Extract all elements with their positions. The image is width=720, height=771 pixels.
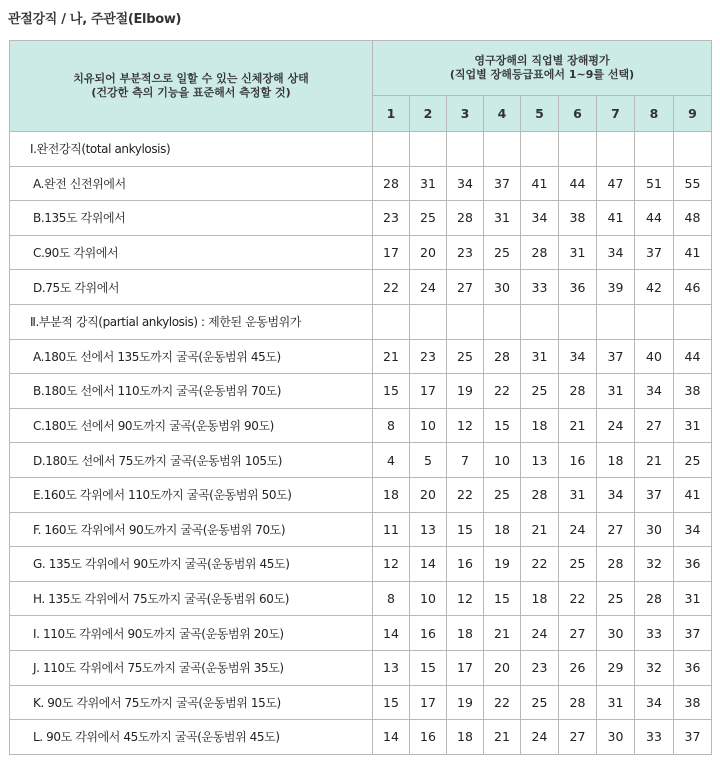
grade-value-cell: 15 bbox=[447, 512, 484, 547]
grade-value-cell: 17 bbox=[410, 685, 447, 720]
grade-value-cell: 33 bbox=[635, 616, 674, 651]
grade-value-cell: 19 bbox=[484, 547, 521, 582]
grade-value-cell bbox=[484, 132, 521, 167]
condition-header-line2: (건강한 측의 기능을 표준해서 측정할 것) bbox=[91, 86, 291, 99]
grade-value-cell: 12 bbox=[447, 581, 484, 616]
grade-value-cell: 10 bbox=[484, 443, 521, 478]
grade-value-cell: 18 bbox=[447, 616, 484, 651]
grade-value-cell: 17 bbox=[373, 235, 410, 270]
grade-col-header: 2 bbox=[410, 96, 447, 132]
grade-value-cell: 46 bbox=[674, 270, 712, 305]
grade-value-cell: 16 bbox=[410, 616, 447, 651]
grade-value-cell: 18 bbox=[484, 512, 521, 547]
grade-value-cell: 13 bbox=[410, 512, 447, 547]
grade-col-header: 3 bbox=[447, 96, 484, 132]
grade-value-cell: 31 bbox=[559, 477, 597, 512]
table-row bbox=[10, 201, 712, 236]
grade-value-cell: 36 bbox=[674, 650, 712, 685]
grade-value-cell bbox=[559, 304, 597, 339]
row-label: C.180도 선에서 90도까지 굴곡(운동범위 90도) bbox=[10, 408, 373, 443]
grade-value-cell: 25 bbox=[484, 235, 521, 270]
grade-col-header: 5 bbox=[521, 96, 559, 132]
grade-value-cell: 21 bbox=[373, 339, 410, 374]
grade-value-cell: 30 bbox=[635, 512, 674, 547]
row-label: H. 135도 각위에서 75도까지 굴곡(운동범위 60도) bbox=[10, 581, 373, 616]
table-row bbox=[10, 685, 712, 720]
grade-col-header: 9 bbox=[674, 96, 712, 132]
grade-value-cell: 20 bbox=[410, 477, 447, 512]
grade-value-cell: 16 bbox=[559, 443, 597, 478]
row-label: F. 160도 각위에서 90도까지 굴곡(운동범위 70도) bbox=[10, 512, 373, 547]
row-label: E.160도 각위에서 110도까지 굴곡(운동범위 50도) bbox=[10, 477, 373, 512]
grade-value-cell: 15 bbox=[410, 650, 447, 685]
grade-value-cell bbox=[521, 132, 559, 167]
grade-value-cell: 23 bbox=[447, 235, 484, 270]
table-row bbox=[10, 132, 712, 167]
grade-value-cell: 55 bbox=[674, 166, 712, 201]
table-row bbox=[10, 581, 712, 616]
grade-col-header: 6 bbox=[559, 96, 597, 132]
grade-value-cell: 47 bbox=[597, 166, 635, 201]
grade-value-cell: 21 bbox=[484, 720, 521, 755]
grade-col-header: 7 bbox=[597, 96, 635, 132]
grade-value-cell: 39 bbox=[597, 270, 635, 305]
grade-value-cell: 12 bbox=[373, 547, 410, 582]
grade-value-cell: 28 bbox=[484, 339, 521, 374]
grade-value-cell: 22 bbox=[521, 547, 559, 582]
grade-value-cell: 41 bbox=[674, 477, 712, 512]
grade-value-cell: 31 bbox=[521, 339, 559, 374]
grade-value-cell: 34 bbox=[674, 512, 712, 547]
grade-value-cell: 37 bbox=[674, 616, 712, 651]
grade-value-cell: 31 bbox=[674, 408, 712, 443]
table-header bbox=[10, 41, 712, 132]
grade-value-cell: 28 bbox=[559, 685, 597, 720]
grade-value-cell: 51 bbox=[635, 166, 674, 201]
grade-value-cell: 17 bbox=[447, 650, 484, 685]
table-row bbox=[10, 650, 712, 685]
grade-value-cell: 41 bbox=[597, 201, 635, 236]
grade-value-cell: 34 bbox=[521, 201, 559, 236]
grade-value-cell: 48 bbox=[674, 201, 712, 236]
grade-value-cell: 17 bbox=[410, 374, 447, 409]
grade-value-cell: 26 bbox=[559, 650, 597, 685]
grade-value-cell: 18 bbox=[521, 408, 559, 443]
row-label: K. 90도 각위에서 75도까지 굴곡(운동범위 15도) bbox=[10, 685, 373, 720]
grade-value-cell: 25 bbox=[484, 477, 521, 512]
grade-header bbox=[373, 41, 712, 96]
grade-value-cell bbox=[410, 304, 447, 339]
grade-value-cell: 22 bbox=[559, 581, 597, 616]
grade-value-cell: 23 bbox=[373, 201, 410, 236]
grade-value-cell: 24 bbox=[559, 512, 597, 547]
grade-value-cell: 7 bbox=[447, 443, 484, 478]
table-row bbox=[10, 235, 712, 270]
grade-value-cell: 8 bbox=[373, 408, 410, 443]
row-label: I. 110도 각위에서 90도까지 굴곡(운동범위 20도) bbox=[10, 616, 373, 651]
grade-value-cell bbox=[410, 132, 447, 167]
grade-value-cell: 22 bbox=[373, 270, 410, 305]
grade-value-cell: 28 bbox=[635, 581, 674, 616]
grade-col-header: 8 bbox=[635, 96, 674, 132]
grade-value-cell: 12 bbox=[447, 408, 484, 443]
grade-value-cell: 18 bbox=[597, 443, 635, 478]
grade-value-cell: 40 bbox=[635, 339, 674, 374]
table-row bbox=[10, 616, 712, 651]
grade-value-cell: 13 bbox=[373, 650, 410, 685]
grade-value-cell: 30 bbox=[597, 616, 635, 651]
row-label: J. 110도 각위에서 75도까지 굴곡(운동범위 35도) bbox=[10, 650, 373, 685]
grade-value-cell: 36 bbox=[559, 270, 597, 305]
grade-value-cell: 13 bbox=[521, 443, 559, 478]
grade-value-cell: 25 bbox=[410, 201, 447, 236]
row-label: A.180도 선에서 135도까지 굴곡(운동범위 45도) bbox=[10, 339, 373, 374]
grade-value-cell: 18 bbox=[521, 581, 559, 616]
grade-value-cell: 36 bbox=[674, 547, 712, 582]
grade-value-cell bbox=[635, 132, 674, 167]
grade-value-cell bbox=[559, 132, 597, 167]
grade-value-cell: 34 bbox=[597, 477, 635, 512]
grade-value-cell: 33 bbox=[521, 270, 559, 305]
grade-col-header: 1 bbox=[373, 96, 410, 132]
table-row bbox=[10, 512, 712, 547]
grade-value-cell: 34 bbox=[635, 374, 674, 409]
grade-value-cell: 23 bbox=[410, 339, 447, 374]
grade-value-cell bbox=[597, 304, 635, 339]
grade-value-cell: 31 bbox=[559, 235, 597, 270]
table-row bbox=[10, 304, 712, 339]
table-row bbox=[10, 166, 712, 201]
table-body bbox=[10, 132, 712, 755]
grade-value-cell: 25 bbox=[674, 443, 712, 478]
grade-value-cell: 16 bbox=[410, 720, 447, 755]
grade-value-cell: 32 bbox=[635, 650, 674, 685]
grade-value-cell: 38 bbox=[674, 374, 712, 409]
grade-value-cell: 27 bbox=[559, 720, 597, 755]
table-row bbox=[10, 547, 712, 582]
grade-value-cell: 28 bbox=[373, 166, 410, 201]
grade-value-cell: 16 bbox=[447, 547, 484, 582]
grade-value-cell: 25 bbox=[447, 339, 484, 374]
grade-value-cell: 20 bbox=[484, 650, 521, 685]
table-row bbox=[10, 720, 712, 755]
grade-value-cell: 28 bbox=[447, 201, 484, 236]
grade-value-cell: 37 bbox=[674, 720, 712, 755]
grade-value-cell: 23 bbox=[521, 650, 559, 685]
grade-value-cell: 32 bbox=[635, 547, 674, 582]
grade-value-cell: 18 bbox=[373, 477, 410, 512]
grade-value-cell: 31 bbox=[484, 201, 521, 236]
grade-value-cell: 28 bbox=[521, 235, 559, 270]
grade-value-cell bbox=[447, 132, 484, 167]
grade-value-cell bbox=[447, 304, 484, 339]
grade-value-cell: 37 bbox=[635, 477, 674, 512]
grade-value-cell: 37 bbox=[484, 166, 521, 201]
table-row bbox=[10, 270, 712, 305]
grade-value-cell bbox=[674, 304, 712, 339]
table-row bbox=[10, 477, 712, 512]
grade-value-cell: 21 bbox=[484, 616, 521, 651]
row-label: D.180도 선에서 75도까지 굴곡(운동범위 105도) bbox=[10, 443, 373, 478]
grade-value-cell: 25 bbox=[559, 547, 597, 582]
grade-value-cell: 31 bbox=[597, 685, 635, 720]
grade-value-cell: 24 bbox=[521, 616, 559, 651]
grade-value-cell: 25 bbox=[521, 685, 559, 720]
grade-value-cell: 28 bbox=[521, 477, 559, 512]
grade-value-cell: 4 bbox=[373, 443, 410, 478]
grade-value-cell: 11 bbox=[373, 512, 410, 547]
row-label: B.180도 선에서 110도까지 굴곡(운동범위 70도) bbox=[10, 374, 373, 409]
grade-value-cell: 28 bbox=[559, 374, 597, 409]
grade-value-cell: 28 bbox=[597, 547, 635, 582]
row-label: A.완전 신전위에서 bbox=[10, 166, 373, 201]
grade-col-header: 4 bbox=[484, 96, 521, 132]
grade-value-cell: 34 bbox=[635, 685, 674, 720]
grade-value-cell bbox=[674, 132, 712, 167]
row-label: G. 135도 각위에서 90도까지 굴곡(운동범위 45도) bbox=[10, 547, 373, 582]
grade-value-cell bbox=[373, 304, 410, 339]
grade-value-cell: 33 bbox=[635, 720, 674, 755]
grade-value-cell: 21 bbox=[559, 408, 597, 443]
condition-header bbox=[10, 41, 373, 132]
grade-value-cell: 27 bbox=[597, 512, 635, 547]
grade-value-cell bbox=[521, 304, 559, 339]
table-row bbox=[10, 443, 712, 478]
table-row bbox=[10, 339, 712, 374]
grade-value-cell: 38 bbox=[674, 685, 712, 720]
grade-value-cell: 22 bbox=[484, 685, 521, 720]
grade-value-cell: 44 bbox=[559, 166, 597, 201]
grade-value-cell: 22 bbox=[447, 477, 484, 512]
grade-value-cell: 42 bbox=[635, 270, 674, 305]
grade-value-cell: 30 bbox=[484, 270, 521, 305]
row-label: L. 90도 각위에서 45도까지 굴곡(운동범위 45도) bbox=[10, 720, 373, 755]
grade-value-cell bbox=[597, 132, 635, 167]
disability-table bbox=[9, 40, 712, 755]
grade-header-line2: (직업별 장해등급표에서 1~9를 선택) bbox=[449, 68, 635, 81]
grade-value-cell: 31 bbox=[597, 374, 635, 409]
grade-value-cell: 34 bbox=[597, 235, 635, 270]
grade-value-cell: 31 bbox=[410, 166, 447, 201]
row-label: B.135도 각위에서 bbox=[10, 201, 373, 236]
grade-value-cell: 15 bbox=[484, 581, 521, 616]
grade-value-cell: 44 bbox=[674, 339, 712, 374]
grade-value-cell: 27 bbox=[635, 408, 674, 443]
row-label: C.90도 각위에서 bbox=[10, 235, 373, 270]
grade-value-cell: 19 bbox=[447, 685, 484, 720]
grade-value-cell: 18 bbox=[447, 720, 484, 755]
grade-value-cell: 20 bbox=[410, 235, 447, 270]
condition-header-line1: 치유되어 부분적으로 일할 수 있는 신체장해 상태 bbox=[73, 72, 309, 85]
grade-value-cell: 27 bbox=[447, 270, 484, 305]
grade-value-cell: 37 bbox=[635, 235, 674, 270]
grade-value-cell: 27 bbox=[559, 616, 597, 651]
grade-value-cell: 37 bbox=[597, 339, 635, 374]
grade-value-cell: 14 bbox=[373, 616, 410, 651]
grade-value-cell: 38 bbox=[559, 201, 597, 236]
grade-value-cell: 30 bbox=[597, 720, 635, 755]
row-label: D.75도 각위에서 bbox=[10, 270, 373, 305]
row-label: Ⅱ.부분적 강직(partial ankylosis) : 제한된 운동범위가 bbox=[10, 304, 373, 339]
table-row bbox=[10, 408, 712, 443]
grade-value-cell: 25 bbox=[597, 581, 635, 616]
grade-value-cell bbox=[635, 304, 674, 339]
grade-value-cell: 5 bbox=[410, 443, 447, 478]
grade-value-cell: 31 bbox=[674, 581, 712, 616]
grade-header-line1: 영구장해의 직업별 장해평가 bbox=[474, 54, 610, 67]
grade-value-cell: 41 bbox=[521, 166, 559, 201]
grade-value-cell: 10 bbox=[410, 408, 447, 443]
grade-value-cell: 14 bbox=[373, 720, 410, 755]
page-title: 관절강직 / 나, 주관절(Elbow) bbox=[8, 12, 182, 27]
grade-value-cell: 24 bbox=[597, 408, 635, 443]
grade-value-cell bbox=[484, 304, 521, 339]
grade-value-cell bbox=[373, 132, 410, 167]
grade-value-cell: 15 bbox=[373, 685, 410, 720]
table-row bbox=[10, 374, 712, 409]
grade-value-cell: 29 bbox=[597, 650, 635, 685]
grade-value-cell: 24 bbox=[410, 270, 447, 305]
grade-value-cell: 15 bbox=[373, 374, 410, 409]
grade-value-cell: 14 bbox=[410, 547, 447, 582]
grade-value-cell: 34 bbox=[447, 166, 484, 201]
grade-value-cell: 25 bbox=[521, 374, 559, 409]
grade-value-cell: 22 bbox=[484, 374, 521, 409]
grade-value-cell: 15 bbox=[484, 408, 521, 443]
grade-value-cell: 8 bbox=[373, 581, 410, 616]
grade-value-cell: 34 bbox=[559, 339, 597, 374]
grade-value-cell: 21 bbox=[635, 443, 674, 478]
grade-value-cell: 41 bbox=[674, 235, 712, 270]
grade-value-cell: 21 bbox=[521, 512, 559, 547]
grade-value-cell: 24 bbox=[521, 720, 559, 755]
grade-value-cell: 10 bbox=[410, 581, 447, 616]
grade-value-cell: 19 bbox=[447, 374, 484, 409]
grade-value-cell: 44 bbox=[635, 201, 674, 236]
row-label: Ⅰ.완전강직(total ankylosis) bbox=[10, 132, 373, 167]
